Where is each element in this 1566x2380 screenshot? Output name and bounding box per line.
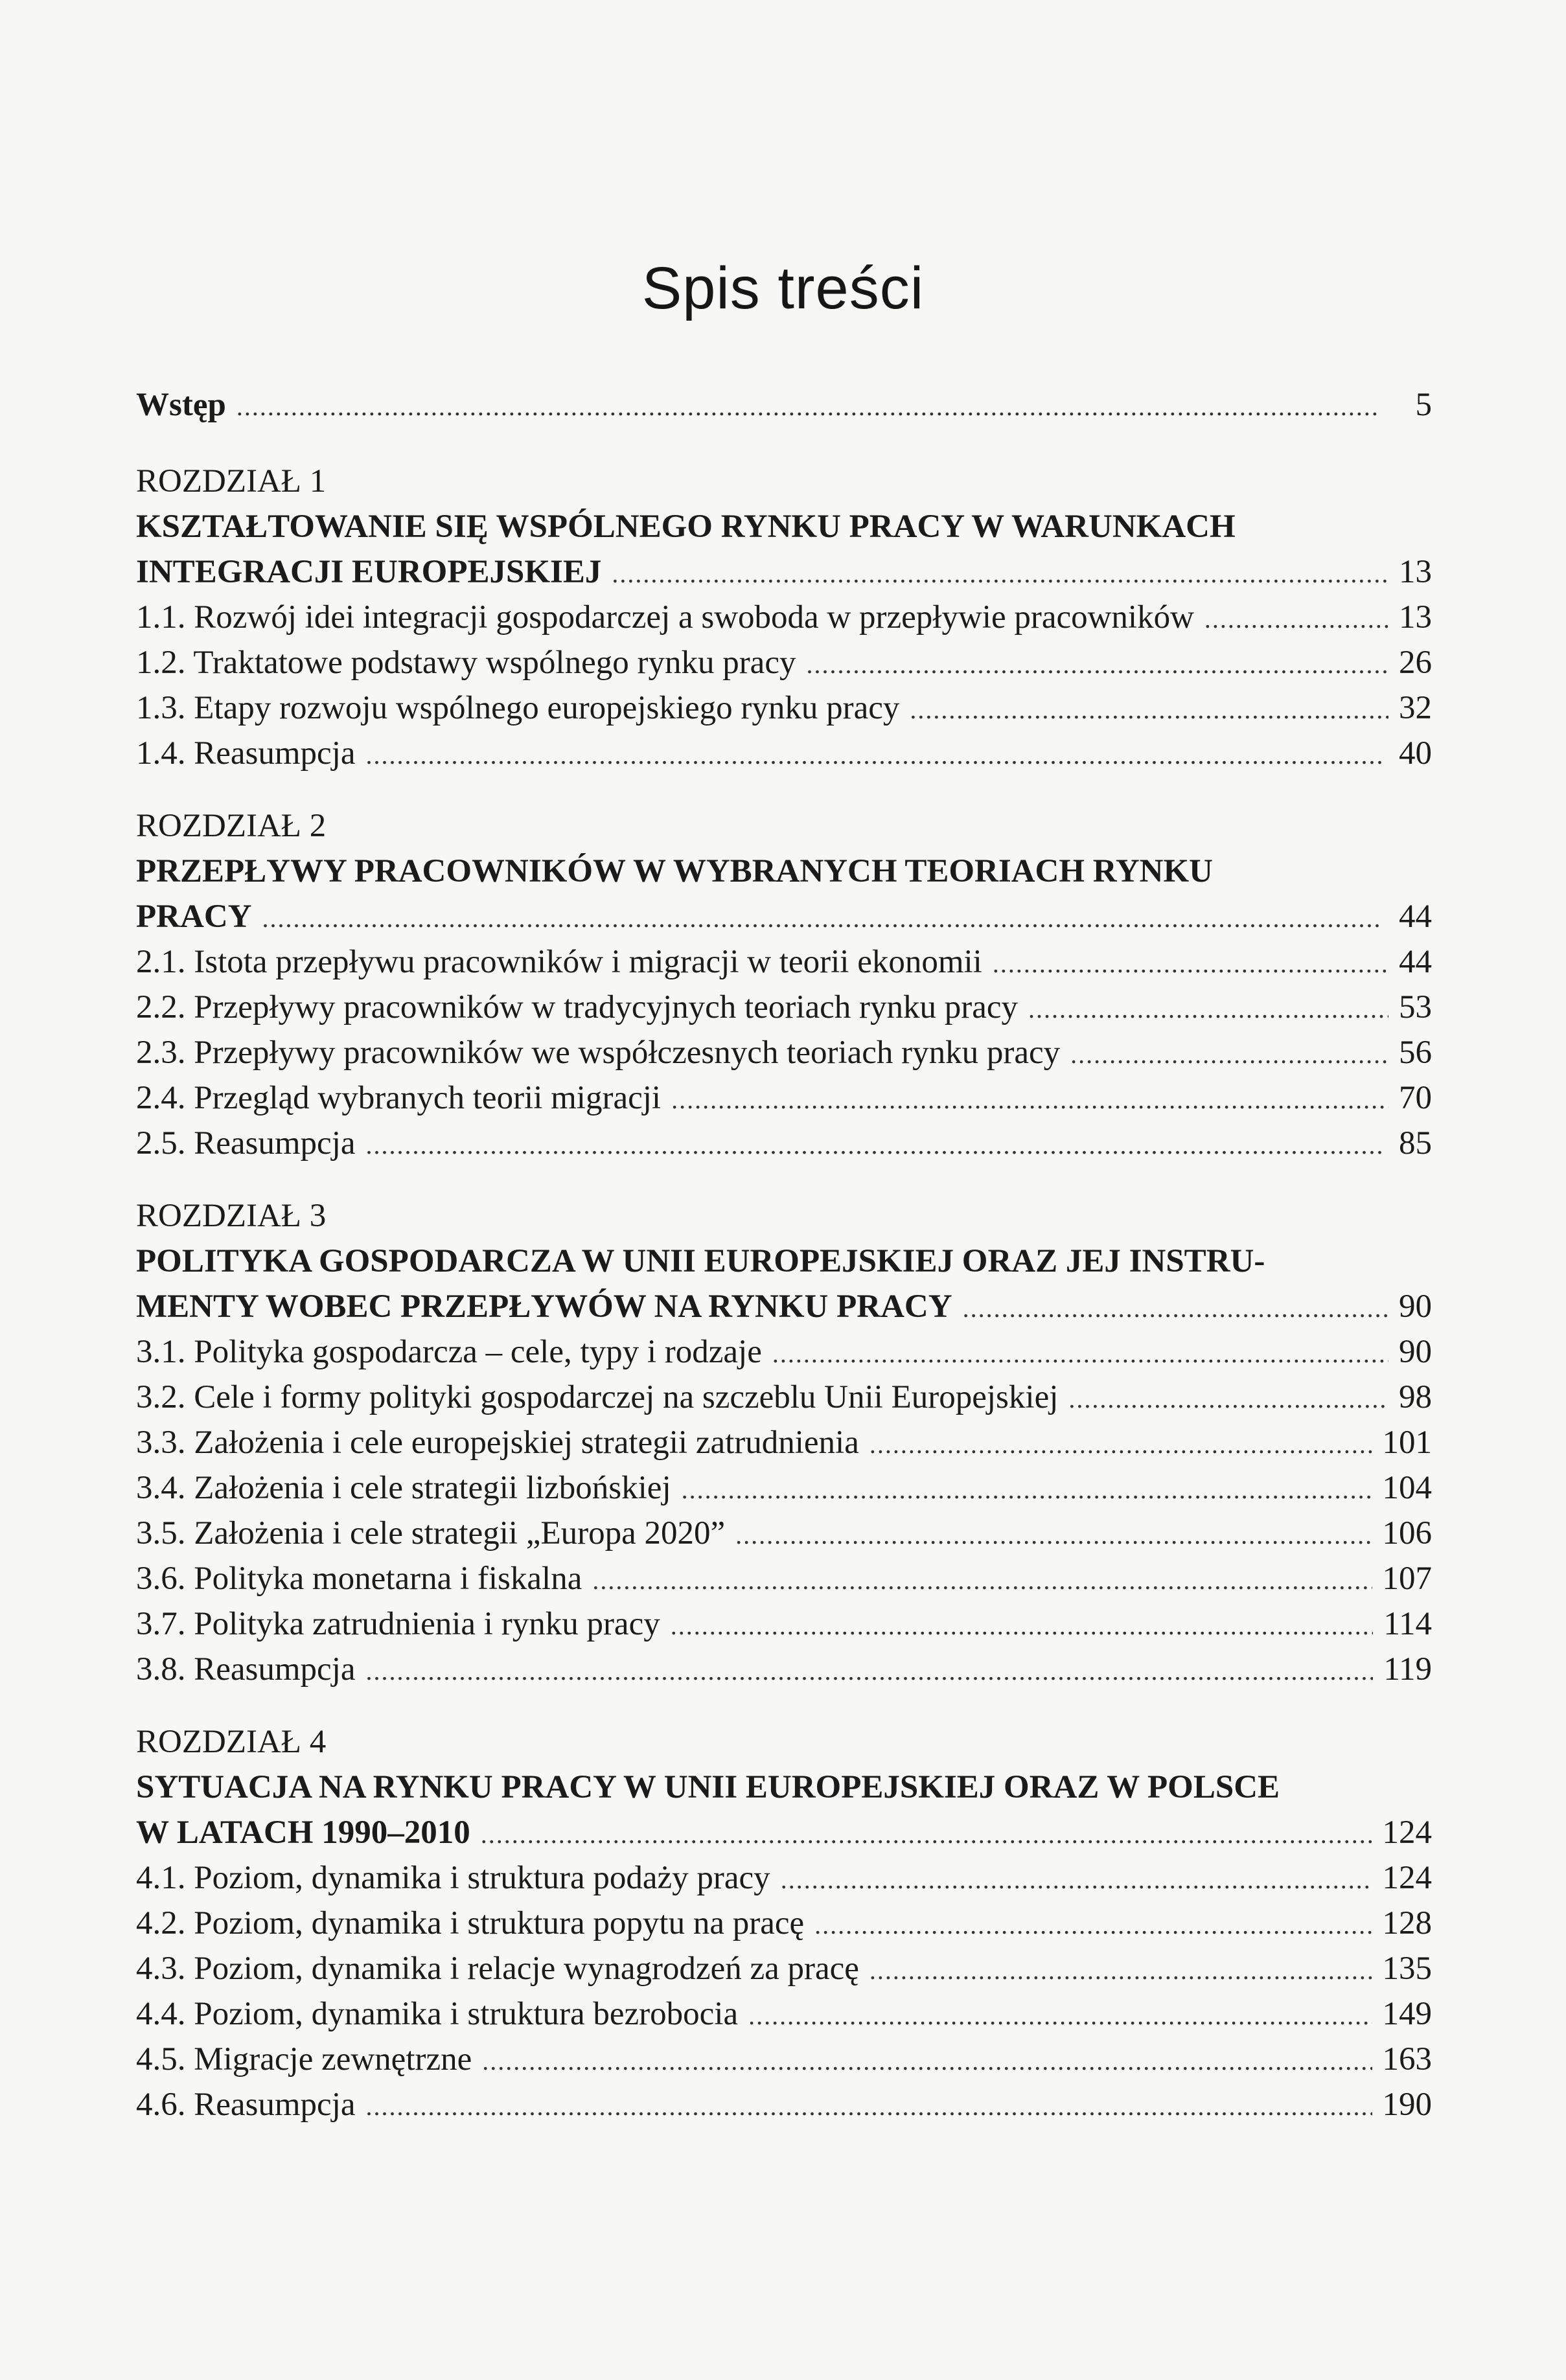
dot-leader	[1028, 987, 1388, 1032]
chapter-title-last-line: MENTY WOBEC PRZEPŁYWÓW NA RYNKU PRACY	[136, 1288, 952, 1325]
dot-leader	[262, 896, 1381, 941]
chapter-title-line: KSZTAŁTOWANIE SIĘ WSPÓLNEGO RYNKU PRACY W WARUNKACH	[136, 509, 1236, 545]
dot-leader	[671, 1077, 1388, 1123]
toc-entry-section[interactable]	[136, 685, 1432, 731]
section-page-number: 128	[1382, 1905, 1432, 1941]
section-page-number: 32	[1399, 690, 1432, 726]
dot-leader	[1204, 597, 1388, 642]
toc-entry-section[interactable]	[136, 1075, 1432, 1121]
chapter-page-number: 90	[1399, 1288, 1432, 1325]
section-page-number: 98	[1399, 1379, 1432, 1415]
chapter-title-last-line: W LATACH 1990–2010	[136, 1814, 470, 1851]
section-page-number: 101	[1382, 1425, 1432, 1461]
dot-leader	[366, 1123, 1385, 1168]
dot-leader	[366, 1649, 1374, 1694]
toc-entry-section[interactable]	[136, 595, 1432, 640]
chapter-title-last-line: PRACY	[136, 898, 252, 935]
dot-leader	[772, 1331, 1388, 1377]
chapter-2	[136, 803, 1432, 1166]
chapter-label: ROZDZIAŁ 3	[136, 1198, 327, 1234]
toc-entry-section[interactable]	[136, 1855, 1432, 1901]
section-title: 2.2. Przepływy pracowników w tradycyjnych teoriach rynku pracy	[136, 989, 1018, 1025]
toc-entry-section[interactable]	[136, 1329, 1432, 1375]
chapter-title-last-line: INTEGRACJI EUROPEJSKIEJ	[136, 554, 602, 590]
toc-entry-section[interactable]	[136, 2082, 1432, 2127]
section-title: 3.6. Polityka monetarna i fiskalna	[136, 1561, 582, 1597]
toc-entry-section[interactable]	[136, 1946, 1432, 1991]
section-title: 3.1. Polityka gospodarcza – cele, typy i rodzaje	[136, 1334, 762, 1370]
toc-entry-chapter-2[interactable]	[136, 894, 1432, 939]
section-title: 1.4. Reasumpcja	[136, 735, 356, 772]
toc-entry-section[interactable]	[136, 2037, 1432, 2082]
chapter-4	[136, 1719, 1432, 2127]
dot-leader	[236, 384, 1381, 429]
dot-leader	[781, 1857, 1372, 1903]
section-page-number: 114	[1383, 1606, 1432, 1642]
intro-label: Wstęp	[136, 387, 226, 423]
section-page-number: 135	[1382, 1951, 1432, 1987]
section-title: 3.4. Założenia i cele strategii lizbońskiej	[136, 1470, 671, 1506]
toc-entry-section[interactable]	[136, 1420, 1432, 1465]
section-page-number: 90	[1399, 1334, 1432, 1370]
section-title: 3.8. Reasumpcja	[136, 1651, 356, 1688]
chapter-label: ROZDZIAŁ 2	[136, 808, 327, 844]
section-page-number: 119	[1383, 1651, 1432, 1688]
dot-leader	[366, 733, 1385, 778]
chapter-3	[136, 1193, 1432, 1692]
section-title: 2.1. Istota przepływu pracowników i migracji w teorii ekonomii	[136, 944, 982, 980]
section-title: 4.3. Poziom, dynamika i relacje wynagrodzeń za pracę	[136, 1951, 859, 1987]
toc-entry-chapter-3[interactable]	[136, 1284, 1432, 1329]
dot-leader	[481, 1812, 1372, 1857]
section-page-number: 104	[1382, 1470, 1432, 1506]
toc-entry-intro[interactable]	[136, 382, 1432, 428]
section-page-number: 53	[1399, 989, 1432, 1025]
dot-leader	[963, 1286, 1388, 1331]
toc-entry-section[interactable]	[136, 1030, 1432, 1075]
toc-entry-section[interactable]	[136, 1465, 1432, 1511]
section-title: 4.5. Migracje zewnętrzne	[136, 2041, 472, 2077]
chapter-title-line: PRZEPŁYWY PRACOWNIKÓW W WYBRANYCH TEORIACH RYNKU	[136, 853, 1214, 889]
chapter-page-number: 44	[1399, 898, 1432, 935]
section-title: 2.5. Reasumpcja	[136, 1125, 356, 1161]
dot-leader	[1070, 1032, 1388, 1077]
section-title: 3.5. Założenia i cele strategii „Europa 2020”	[136, 1515, 726, 1551]
section-page-number: 26	[1399, 645, 1432, 681]
dot-leader	[592, 1558, 1372, 1603]
toc-entry-section[interactable]	[136, 731, 1432, 776]
toc-entry-section[interactable]	[136, 1375, 1432, 1420]
dot-leader	[366, 2084, 1372, 2129]
section-page-number: 190	[1382, 2087, 1432, 2123]
dot-leader	[993, 941, 1388, 987]
toc-entry-section[interactable]	[136, 1991, 1432, 2037]
table-of-contents	[136, 382, 1432, 2155]
toc-entry-chapter-4[interactable]	[136, 1810, 1432, 1855]
section-title: 3.2. Cele i formy polityki gospodarczej na szczeblu Unii Europejskiej	[136, 1379, 1059, 1415]
chapter-page-number: 13	[1399, 554, 1432, 590]
section-page-number: 85	[1399, 1125, 1432, 1161]
section-title: 4.4. Poziom, dynamika i struktura bezrobocia	[136, 1996, 739, 2032]
page-title: Spis treści	[641, 255, 925, 321]
chapter-title-line: SYTUACJA NA RYNKU PRACY W UNII EUROPEJSKIEJ ORAZ W POLSCE	[136, 1769, 1280, 1805]
toc-entry-section[interactable]	[136, 939, 1432, 985]
section-title: 4.2. Poziom, dynamika i struktura popytu na pracę	[136, 1905, 805, 1941]
toc-entry-section[interactable]	[136, 985, 1432, 1030]
toc-entry-section[interactable]	[136, 1601, 1432, 1647]
toc-entry-section[interactable]	[136, 1556, 1432, 1601]
section-page-number: 70	[1399, 1080, 1432, 1116]
chapter-title-line: POLITYKA GOSPODARCZA W UNII EUROPEJSKIEJ ORAZ JEJ INSTRU-	[136, 1243, 1265, 1279]
dot-leader	[869, 1422, 1372, 1467]
intro-page-number: 5	[1415, 387, 1432, 423]
chapter-page-number: 124	[1382, 1814, 1432, 1851]
dot-leader	[735, 1513, 1372, 1558]
section-title: 2.4. Przegląd wybranych teorii migracji	[136, 1080, 662, 1116]
section-title: 4.6. Reasumpcja	[136, 2087, 356, 2123]
section-page-number: 40	[1399, 735, 1432, 772]
toc-entry-section[interactable]	[136, 1121, 1432, 1166]
dot-leader	[1068, 1377, 1388, 1422]
dot-leader	[671, 1603, 1374, 1649]
chapter-label: ROZDZIAŁ 4	[136, 1724, 327, 1760]
section-page-number: 149	[1382, 1996, 1432, 2032]
section-title: 4.1. Poziom, dynamika i struktura podaży pracy	[136, 1860, 770, 1896]
toc-entry-section[interactable]	[136, 1647, 1432, 1692]
section-title: 3.7. Polityka zatrudnienia i rynku pracy	[136, 1606, 660, 1642]
dot-leader	[806, 642, 1388, 687]
section-page-number: 56	[1399, 1035, 1432, 1071]
toc-entry-section[interactable]	[136, 1511, 1432, 1556]
section-page-number: 163	[1382, 2041, 1432, 2077]
section-page-number: 107	[1382, 1561, 1432, 1597]
section-page-number: 106	[1382, 1515, 1432, 1551]
section-title: 1.3. Etapy rozwoju wspólnego europejskiego rynku pracy	[136, 690, 900, 726]
chapter-label: ROZDZIAŁ 1	[136, 463, 327, 499]
dot-leader	[869, 1948, 1372, 1993]
dot-leader	[910, 687, 1388, 733]
section-title: 2.3. Przepływy pracowników we współczesnych teoriach rynku pracy	[136, 1035, 1061, 1071]
section-title: 3.3. Założenia i cele europejskiej strategii zatrudnienia	[136, 1425, 859, 1461]
section-page-number: 13	[1399, 599, 1432, 635]
section-page-number: 44	[1399, 944, 1432, 980]
chapter-1	[136, 459, 1432, 776]
dot-leader	[612, 551, 1388, 597]
dot-leader	[814, 1903, 1372, 1948]
toc-entry-chapter-1[interactable]	[136, 549, 1432, 595]
dot-leader	[482, 2039, 1372, 2084]
section-title: 1.1. Rozwój idei integracji gospodarczej a swoboda w przepływie pracowników	[136, 599, 1194, 635]
toc-entry-section[interactable]	[136, 1901, 1432, 1946]
dot-leader	[682, 1467, 1372, 1513]
section-page-number: 124	[1382, 1860, 1432, 1896]
toc-entry-section[interactable]	[136, 640, 1432, 685]
section-title: 1.2. Traktatowe podstawy wspólnego rynku pracy	[136, 645, 796, 681]
dot-leader	[748, 1993, 1372, 2039]
